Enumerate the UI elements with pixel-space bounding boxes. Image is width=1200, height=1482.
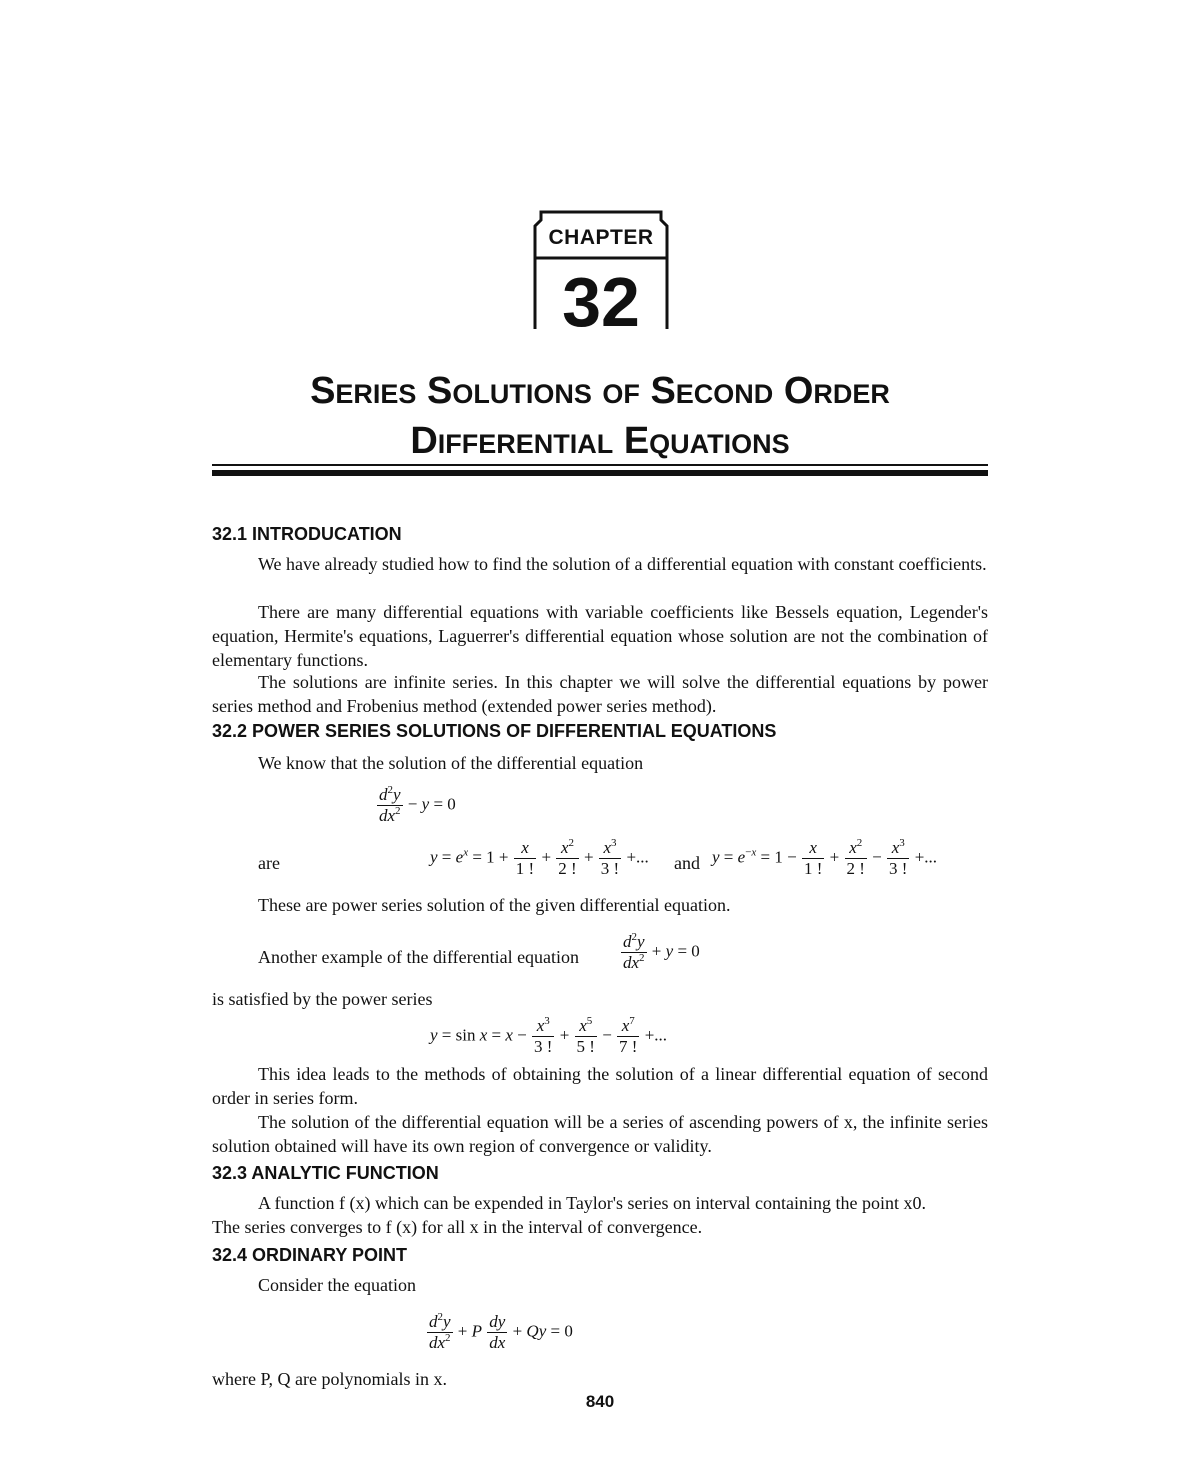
title-rule-thin (212, 464, 988, 466)
power-series-paragraph-6-text: The solution of the differential equation will be a series of ascending powers of x, the infinite series solution obtained will have its own region of convergence or validity. (212, 1112, 988, 1156)
equation-sin-series: y = sin x = x − $\frac{x^3}{3 !}$ + $\frac{x^5}{5 !}$ − $\frac{x^7}{7 !}$ +... (430, 1015, 668, 1056)
chapter-number: 32 (562, 263, 640, 341)
power-series-paragraph-1: We know that the solution of the differential equation (258, 753, 644, 773)
and-label: and (674, 853, 700, 873)
ordinary-point-paragraph-1: Consider the equation (258, 1275, 416, 1295)
intro-paragraph-3-text: The solutions are infinite series. In this chapter we will solve the differential equations by power series method and Frobenius method (extended power series method). (212, 672, 988, 716)
intro-paragraph-2 (212, 600, 988, 672)
intro-paragraph-2-text: There are many differential equations with variable coefficients like Bessels equation, Legender's equation, Hermite's equations, Laguerrer's differential equation whose solution are not the combination of elementary functions. (212, 602, 988, 670)
power-series-paragraph-2: These are power series solution of the given differential equation. (258, 895, 731, 915)
equation-3: $\frac{d^2y}{dx^2}$ + P $\frac{dy}{dx}$ + Qy = 0 (429, 1311, 573, 1352)
intro-paragraph-3 (212, 670, 988, 718)
analytic-paragraph-1: A function f (x) which can be expended in Taylor's series on interval containing the point x0. (258, 1193, 926, 1213)
intro-paragraph-1 (212, 552, 988, 576)
analytic-paragraph-2: The series converges to f (x) for all x in the interval of convergence. (212, 1217, 703, 1237)
title-rule-thick (212, 470, 988, 476)
chapter-label: CHAPTER (548, 226, 654, 249)
power-series-paragraph-6 (212, 1110, 988, 1158)
chapter-box (533, 210, 669, 341)
equation-exp-series: $y = e^x = 1$ + $\frac{x}{1 !}$ + $\frac{x^2}{2 !}$ + $\frac{x^3}{3 !}$ +... (430, 837, 649, 878)
are-label: are (258, 853, 280, 873)
section-heading-power-series: 32.2 POWER SERIES SOLUTIONS OF DIFFERENTIAL EQUATIONS (212, 721, 777, 741)
equation-exp-neg-series: $y = e^{-x} = 1$ − $\frac{x}{1 !}$ + $\frac{x^2}{2 !}$ − $\frac{x^3}{3 !}$ +... (712, 837, 938, 878)
section-heading-ordinary-point: 32.4 ORDINARY POINT (212, 1245, 408, 1265)
section-heading-analytic-function: 32.3 ANALYTIC FUNCTION (212, 1163, 439, 1183)
power-series-paragraph-3: Another example of the differential equation (258, 947, 580, 967)
power-series-paragraph-5-text: This idea leads to the methods of obtaining the solution of a linear differential equation of second order in series form. (212, 1064, 988, 1108)
ordinary-point-paragraph-2: where P, Q are polynomials in x. (212, 1369, 447, 1389)
chapter-title-line-2: Differential Equations (410, 420, 790, 462)
power-series-paragraph-4: is satisfied by the power series (212, 989, 433, 1009)
page-number: 840 (585, 1392, 615, 1411)
section-heading-introduction: 32.1 INTRODUCATION (212, 524, 402, 544)
power-series-paragraph-5 (212, 1062, 988, 1110)
equation-2: $\frac{d^2y}{dx^2}$ + y = 0 (623, 931, 700, 972)
equation-1: $\frac{d^2y}{dx^2}$ − y = 0 (379, 784, 456, 825)
intro-paragraph-1-text: We have already studied how to find the solution of a differential equation with constant coefficients. (258, 554, 987, 574)
chapter-title-line-1: Series Solutions of Second Order (310, 370, 890, 412)
